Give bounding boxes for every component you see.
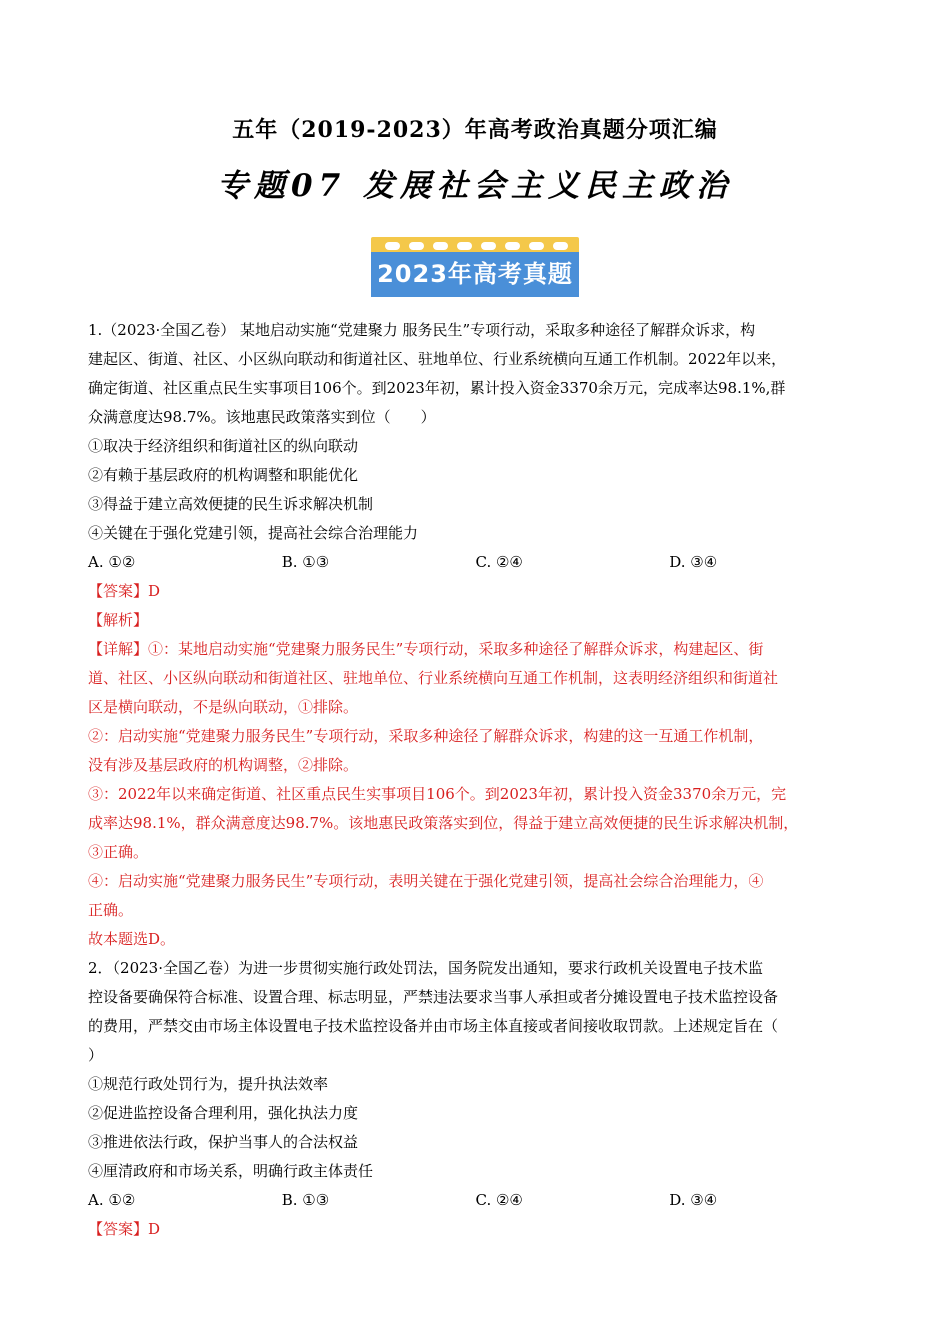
- q1-option-c: C. ②④: [475, 553, 523, 571]
- q2-item: ④厘清政府和市场关系，明确行政主体责任: [88, 1162, 374, 1180]
- q1-stem-line: 确定街道、社区重点民生实事项目106个。到2023年初，累计投入资金3370余万元，完成率达98.1%,群: [88, 379, 786, 397]
- q2-stem-line: 控设备要确保符合标准、设置合理、标志明显，严禁违法要求当事人承担或者分摊设置电子技术监控设备: [88, 988, 779, 1006]
- q1-explanation-line: ②：启动实施“党建聚力服务民生”专项行动，采取多种途径了解群众诉求，构建的这一互通工作机制，: [88, 727, 764, 745]
- question-content: [88, 316, 863, 1244]
- q2-answer: 【答案】D: [88, 1220, 161, 1238]
- q1-answer: 【答案】D: [88, 582, 161, 600]
- q1-explanation-line: 【详解】①：某地启动实施“党建聚力服务民生”专项行动，采取多种途径了解群众诉求，构建起区、街: [88, 640, 764, 658]
- q1-explanation-line: 道、社区、小区纵向联动和街道社区、驻地单位、行业系统横向互通工作机制，这表明经济组织和街道社: [88, 669, 779, 687]
- q1-explanation-line: 正确。: [88, 901, 134, 919]
- banner-label: 2023年高考真题: [371, 252, 579, 297]
- q2-option-b: B. ①③: [281, 1191, 330, 1209]
- q1-option-a: A. ①②: [88, 553, 136, 571]
- q1-explanation-line: ③：2022年以来确定街道、社区重点民生实事项目106个。到2023年初，累计投入资金3370余万元，完: [88, 785, 787, 803]
- q1-explanation-line: 没有涉及基层政府的机构调整，②排除。: [88, 756, 359, 774]
- q1-stem-line: 1.（2023·全国乙卷） 某地启动实施“党建聚力 服务民生”专项行动，采取多种途径了解群众诉求，构: [88, 321, 756, 339]
- document-title: 五年（2019-2023）年高考政治真题分项汇编: [232, 117, 718, 143]
- q1-explanation-line: ③正确。: [88, 843, 149, 861]
- ribbon-dot: [457, 242, 472, 250]
- section-banner: [371, 237, 579, 297]
- q2-item: ③推进依法行政，保护当事人的合法权益: [88, 1133, 359, 1151]
- q2-stem-line: 的费用，严禁交由市场主体设置电子技术监控设备并由市场主体直接或者间接收取罚款。上述规定旨在（: [88, 1017, 779, 1035]
- q1-option-d: D. ③④: [669, 553, 718, 571]
- q1-item: ③得益于建立高效便捷的民生诉求解决机制: [88, 495, 374, 513]
- q2-stem-line: 2．（2023·全国乙卷）为进一步贯彻实施行政处罚法，国务院发出通知，要求行政机关设置电子技术监: [88, 959, 763, 977]
- ribbon-dot: [409, 242, 424, 250]
- q2-option-a: A. ①②: [88, 1191, 136, 1209]
- q1-options: [88, 548, 863, 577]
- ribbon-dot: [385, 242, 400, 250]
- ribbon-dot: [433, 242, 448, 250]
- q2-option-d: D. ③④: [669, 1191, 718, 1209]
- q2-item: ①规范行政处罚行为，提升执法效率: [88, 1075, 329, 1093]
- q2-options: [88, 1186, 863, 1215]
- q1-explanation-line: 区是横向联动，不是纵向联动，①排除。: [88, 698, 359, 716]
- ribbon-dot: [553, 242, 568, 250]
- q2-item: ②促进监控设备合理利用，强化执法力度: [88, 1104, 359, 1122]
- q2-stem-line: ）: [88, 1046, 104, 1064]
- q1-stem-line: 众满意度达98.7%。该地惠民政策落实到位（ ）: [88, 408, 436, 426]
- ribbon-dot: [529, 242, 544, 250]
- q1-explanation-line: 成率达98.1%，群众满意度达98.7%。该地惠民政策落实到位，得益于建立高效便捷的民生诉求解决机制，: [88, 814, 799, 832]
- q1-stem-line: 建起区、街道、社区、小区纵向联动和街道社区、驻地单位、行业系统横向互通工作机制。2022年以来，: [88, 350, 787, 368]
- q1-item: ①取决于经济组织和街道社区的纵向联动: [88, 437, 359, 455]
- ribbon-dot: [505, 242, 520, 250]
- q1-explanation-line: ④：启动实施“党建聚力服务民生”专项行动，表明关键在于强化党建引领，提高社会综合治理能力，④: [88, 872, 764, 890]
- q1-item: ②有赖于基层政府的机构调整和职能优化: [88, 466, 359, 484]
- q1-item: ④关键在于强化党建引领，提高社会综合治理能力: [88, 524, 419, 542]
- ribbon-dot: [481, 242, 496, 250]
- q1-analysis-label: 【解析】: [88, 611, 149, 629]
- q2-option-c: C. ②④: [475, 1191, 523, 1209]
- document-subtitle: 专题07 发展社会主义民主政治: [217, 168, 733, 204]
- q1-explanation-line: 故本题选D。: [88, 930, 176, 948]
- q1-option-b: B. ①③: [281, 553, 330, 571]
